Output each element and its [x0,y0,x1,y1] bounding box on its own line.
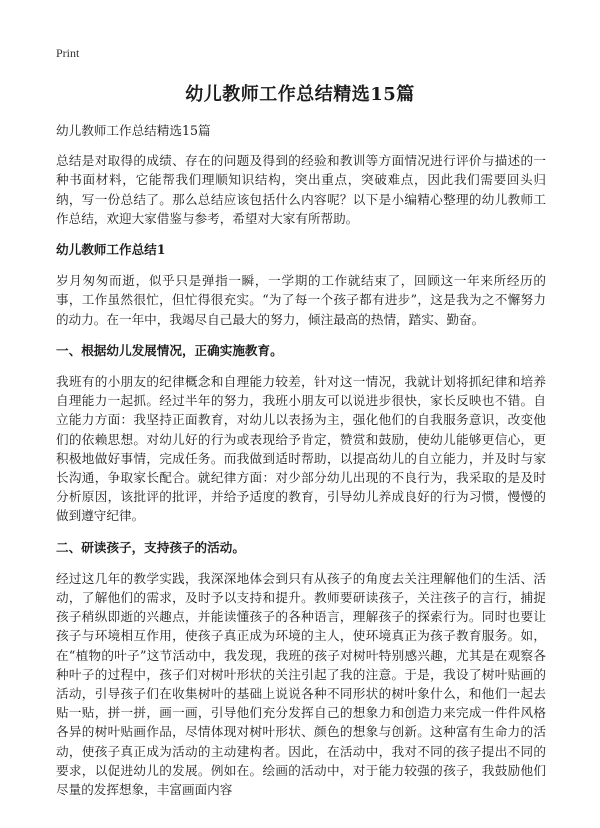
page-title: 幼儿教师工作总结精选15篇 [185,84,415,105]
section-title: 幼儿教师工作总结1 [56,242,166,258]
subsection-heading-2: 二、研读孩子，支持孩子的活动。 [56,539,245,555]
intro-paragraph: 总结是对取得的成绩、存在的问题及得到的经验和教训等方面情况进行评价与描述的一种书面材料，它能帮我们理顺知识结构，突出重点，突破难点，因此我们需要回头归纳，写一份总结了。那么总结应该包括什么内容呢？以下是小编精心整理的幼儿教师工作总结，欢迎大家借鉴与参考，希望对大家有所帮助。 [56,153,546,226]
article-subtitle: 幼儿教师工作总结精选15篇 [56,123,211,138]
subsection-paragraph-2: 经过这几年的教学实践，我深深地体会到只有从孩子的角度去关注理解他们的生活、活动，了解他们的需求，及时予以支持和提升。教师要研读孩子，关注孩子的言行，捕捉孩子稍纵即逝的兴趣点，并能读懂孩子的各种语言，理解孩子的探索行为。同时也要让孩子与环境相互作用，使孩子真正成为环境的主人，使环境真正为孩子教育服务。如，在“植物的叶子”这节活动中，我发现，我班的孩子对树叶特别感兴趣，尤其是在观察各种叶子的过程中，孩子们对树叶形状的关注引起了我的注意。于是，我设了树叶贴画的活动，引导孩子们在收集树叶的基础上说说各种不同形状的树叶象什么，和他们一起去贴一贴，拼一拼，画一画，引导他们充分发挥自己的想象力和创造力来完成一件件风格各异的树叶贴画作品，尽情体现对树叶形状、颜色的想象与创新。这种富有生命力的活动，使孩子真正成为活动的主动建构者。因此，在活动中，我对不同的孩子提出不同的要求，以促进幼儿的发展。例如在。绘画的活动中，对于能力较强的孩子，我鼓励他们尽量的发挥想象，丰富画面内容 [56,570,546,798]
article-body [56,121,546,811]
section-paragraph: 岁月匆匆而逝，似乎只是弹指一瞬，一学期的工作就结束了，回顾这一年来所经历的事，工作虽然很忙，但忙得很充实。“为了每一个孩子都有进步”，这是我为之不懈努力的动力。在一年中，我竭尽自己最大的努力，倾注最高的热情，踏实、勤奋。 [56,273,546,327]
subsection-paragraph-1: 我班有的小朋友的纪律概念和自理能力较差，针对这一情况，我就计划将抓纪律和培养自理能力一起抓。经过半年的努力，我班小朋友可以说进步很快，家长反映也不错。自立能力方面：我坚持正面教育，对幼儿以表扬为主，强化他们的自我服务意识，改变他们的依赖思想。对幼儿好的行为或表现给予肯定，赞赏和鼓励，使幼儿能够更信心，更积极地做好事情，完成任务。而我做到适时帮助，以提高幼儿的自立能力，并及时与家长沟通，争取家长配合。就纪律方面：对少部分幼儿出现的不良行为，我采取的是及时分析原因，该批评的批评，并给予适度的教育，引导幼儿养成良好的行为习惯，慢慢的做到遵守纪律。 [56,374,546,524]
subsection-heading-1: 一、根据幼儿发展情况，正确实施教育。 [56,342,283,358]
print-link[interactable]: Print [56,46,80,60]
